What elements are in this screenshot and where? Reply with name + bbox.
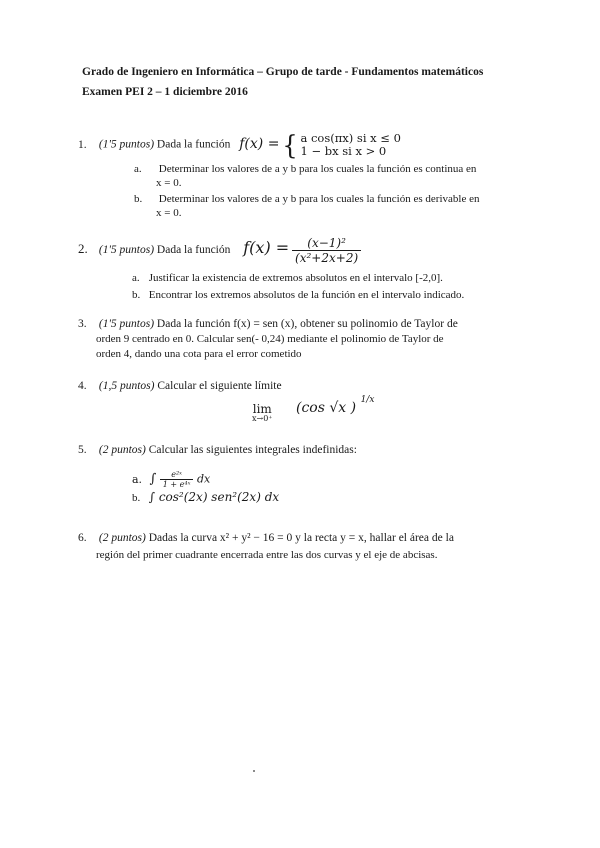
problem-1b bbox=[134, 193, 479, 205]
limit-lim: lim bbox=[252, 402, 272, 416]
problem-2b-label: b. bbox=[132, 289, 141, 301]
scan-speck bbox=[253, 770, 255, 772]
problem-5b bbox=[132, 490, 279, 504]
problem-1-points: (1'5 puntos) bbox=[98, 138, 155, 151]
problem-5b-label: b. bbox=[132, 492, 141, 504]
problem-5a-denominator: 1 + e⁴ˣ bbox=[162, 480, 191, 489]
problem-1 bbox=[78, 129, 518, 161]
problem-5a-label: a. bbox=[132, 472, 143, 486]
problem-2 bbox=[78, 236, 518, 265]
piecewise-brace: { bbox=[282, 129, 298, 161]
problem-5a-numerator: e²ˣ bbox=[160, 470, 194, 480]
fraction-denominator: (x²+2x+2) bbox=[295, 251, 359, 265]
limit-exponent: 1/x bbox=[360, 395, 375, 405]
problem-5a bbox=[132, 470, 210, 489]
problem-3-number: 3. bbox=[78, 318, 87, 330]
problem-2-fx: f(x) = bbox=[243, 238, 290, 258]
piecewise-cases bbox=[300, 132, 400, 158]
problem-4-points: (1,5 puntos) bbox=[98, 380, 155, 392]
problem-5 bbox=[78, 444, 518, 456]
problem-6-line1: Dadas la curva x² + y² − 16 = 0 y la recta y = x, hallar el área de la bbox=[148, 532, 454, 544]
problem-2b bbox=[132, 289, 464, 301]
problem-4-text: Calcular el siguiente límite bbox=[157, 380, 282, 392]
problem-4-number: 4. bbox=[78, 380, 87, 392]
problem-3-points: (1'5 puntos) bbox=[98, 318, 155, 330]
problem-2a bbox=[132, 272, 443, 284]
problem-2a-label: a. bbox=[132, 272, 140, 284]
problem-2a-text: Justificar la existencia de extremos absolutos en el intervalo [-2,0]. bbox=[148, 272, 443, 284]
problem-1b-cont: x = 0. bbox=[156, 207, 182, 219]
problem-5-number: 5. bbox=[78, 444, 87, 456]
problem-1-text: Dada la función bbox=[156, 138, 231, 151]
fraction-numerator: (x−1)² bbox=[292, 236, 361, 251]
limit-subscript: x→0⁺ bbox=[252, 414, 273, 423]
problem-2-text: Dada la función bbox=[156, 244, 231, 257]
problem-3-line1: Dada la función f(x) = sen (x), obtener su polinomio de Taylor de bbox=[156, 318, 458, 330]
problem-6 bbox=[78, 532, 538, 544]
problem-5a-fraction bbox=[160, 470, 194, 489]
case-2: 1 − bx si x > 0 bbox=[300, 144, 387, 158]
limit-operator bbox=[252, 402, 273, 423]
problem-4 bbox=[78, 380, 518, 392]
problem-3-line3: orden 4, dando una cota para el error cometido bbox=[96, 348, 302, 360]
problem-3-line2: orden 9 centrado en 0. Calcular sen(- 0,24) mediante el polinomio de Taylor de bbox=[96, 333, 444, 345]
problem-1-fx: f(x) = bbox=[239, 135, 280, 152]
limit-expression bbox=[296, 395, 375, 416]
exam-title: Examen PEI 2 – 1 diciembre 2016 bbox=[82, 86, 248, 98]
problem-6-number: 6. bbox=[78, 532, 87, 544]
problem-6-line2: región del primer cuadrante encerrada entre las dos curvas y el eje de abcisas. bbox=[96, 549, 438, 561]
problem-1a-label: a. bbox=[134, 163, 142, 175]
problem-1b-label: b. bbox=[134, 193, 143, 205]
problem-1b-line1: Determinar los valores de a y b para los cuales la función es derivable en bbox=[158, 193, 480, 205]
problem-2-fraction bbox=[292, 236, 361, 265]
problem-1a bbox=[134, 163, 476, 175]
limit-base: (cos √x ) bbox=[296, 400, 357, 416]
problem-5a-dx: dx bbox=[196, 472, 211, 486]
integral-sign-a: ∫ bbox=[149, 471, 157, 487]
problem-1a-line1: Determinar los valores de a y b para los cuales la función es continua en bbox=[158, 163, 477, 175]
problem-5b-expr: ∫ cos²(2x) sen²(2x) dx bbox=[148, 490, 280, 504]
problem-5-points: (2 puntos) bbox=[98, 444, 146, 456]
problem-5-text: Calcular las siguientes integrales indefinidas: bbox=[148, 444, 357, 456]
problem-6-points: (2 puntos) bbox=[98, 532, 146, 544]
problem-2b-text: Encontrar los extremos absolutos de la función en el intervalo indicado. bbox=[148, 289, 465, 301]
problem-1-number: 1. bbox=[78, 138, 87, 151]
course-title: Grado de Ingeniero en Informática – Grupo de tarde - Fundamentos matemáticos bbox=[82, 66, 484, 78]
problem-2-number: 2. bbox=[78, 241, 88, 257]
case-1: a cos(πx) si x ≤ 0 bbox=[300, 131, 401, 145]
problem-1a-cont: x = 0. bbox=[156, 177, 182, 189]
problem-3 bbox=[78, 318, 518, 330]
problem-2-points: (1'5 puntos) bbox=[98, 244, 155, 257]
